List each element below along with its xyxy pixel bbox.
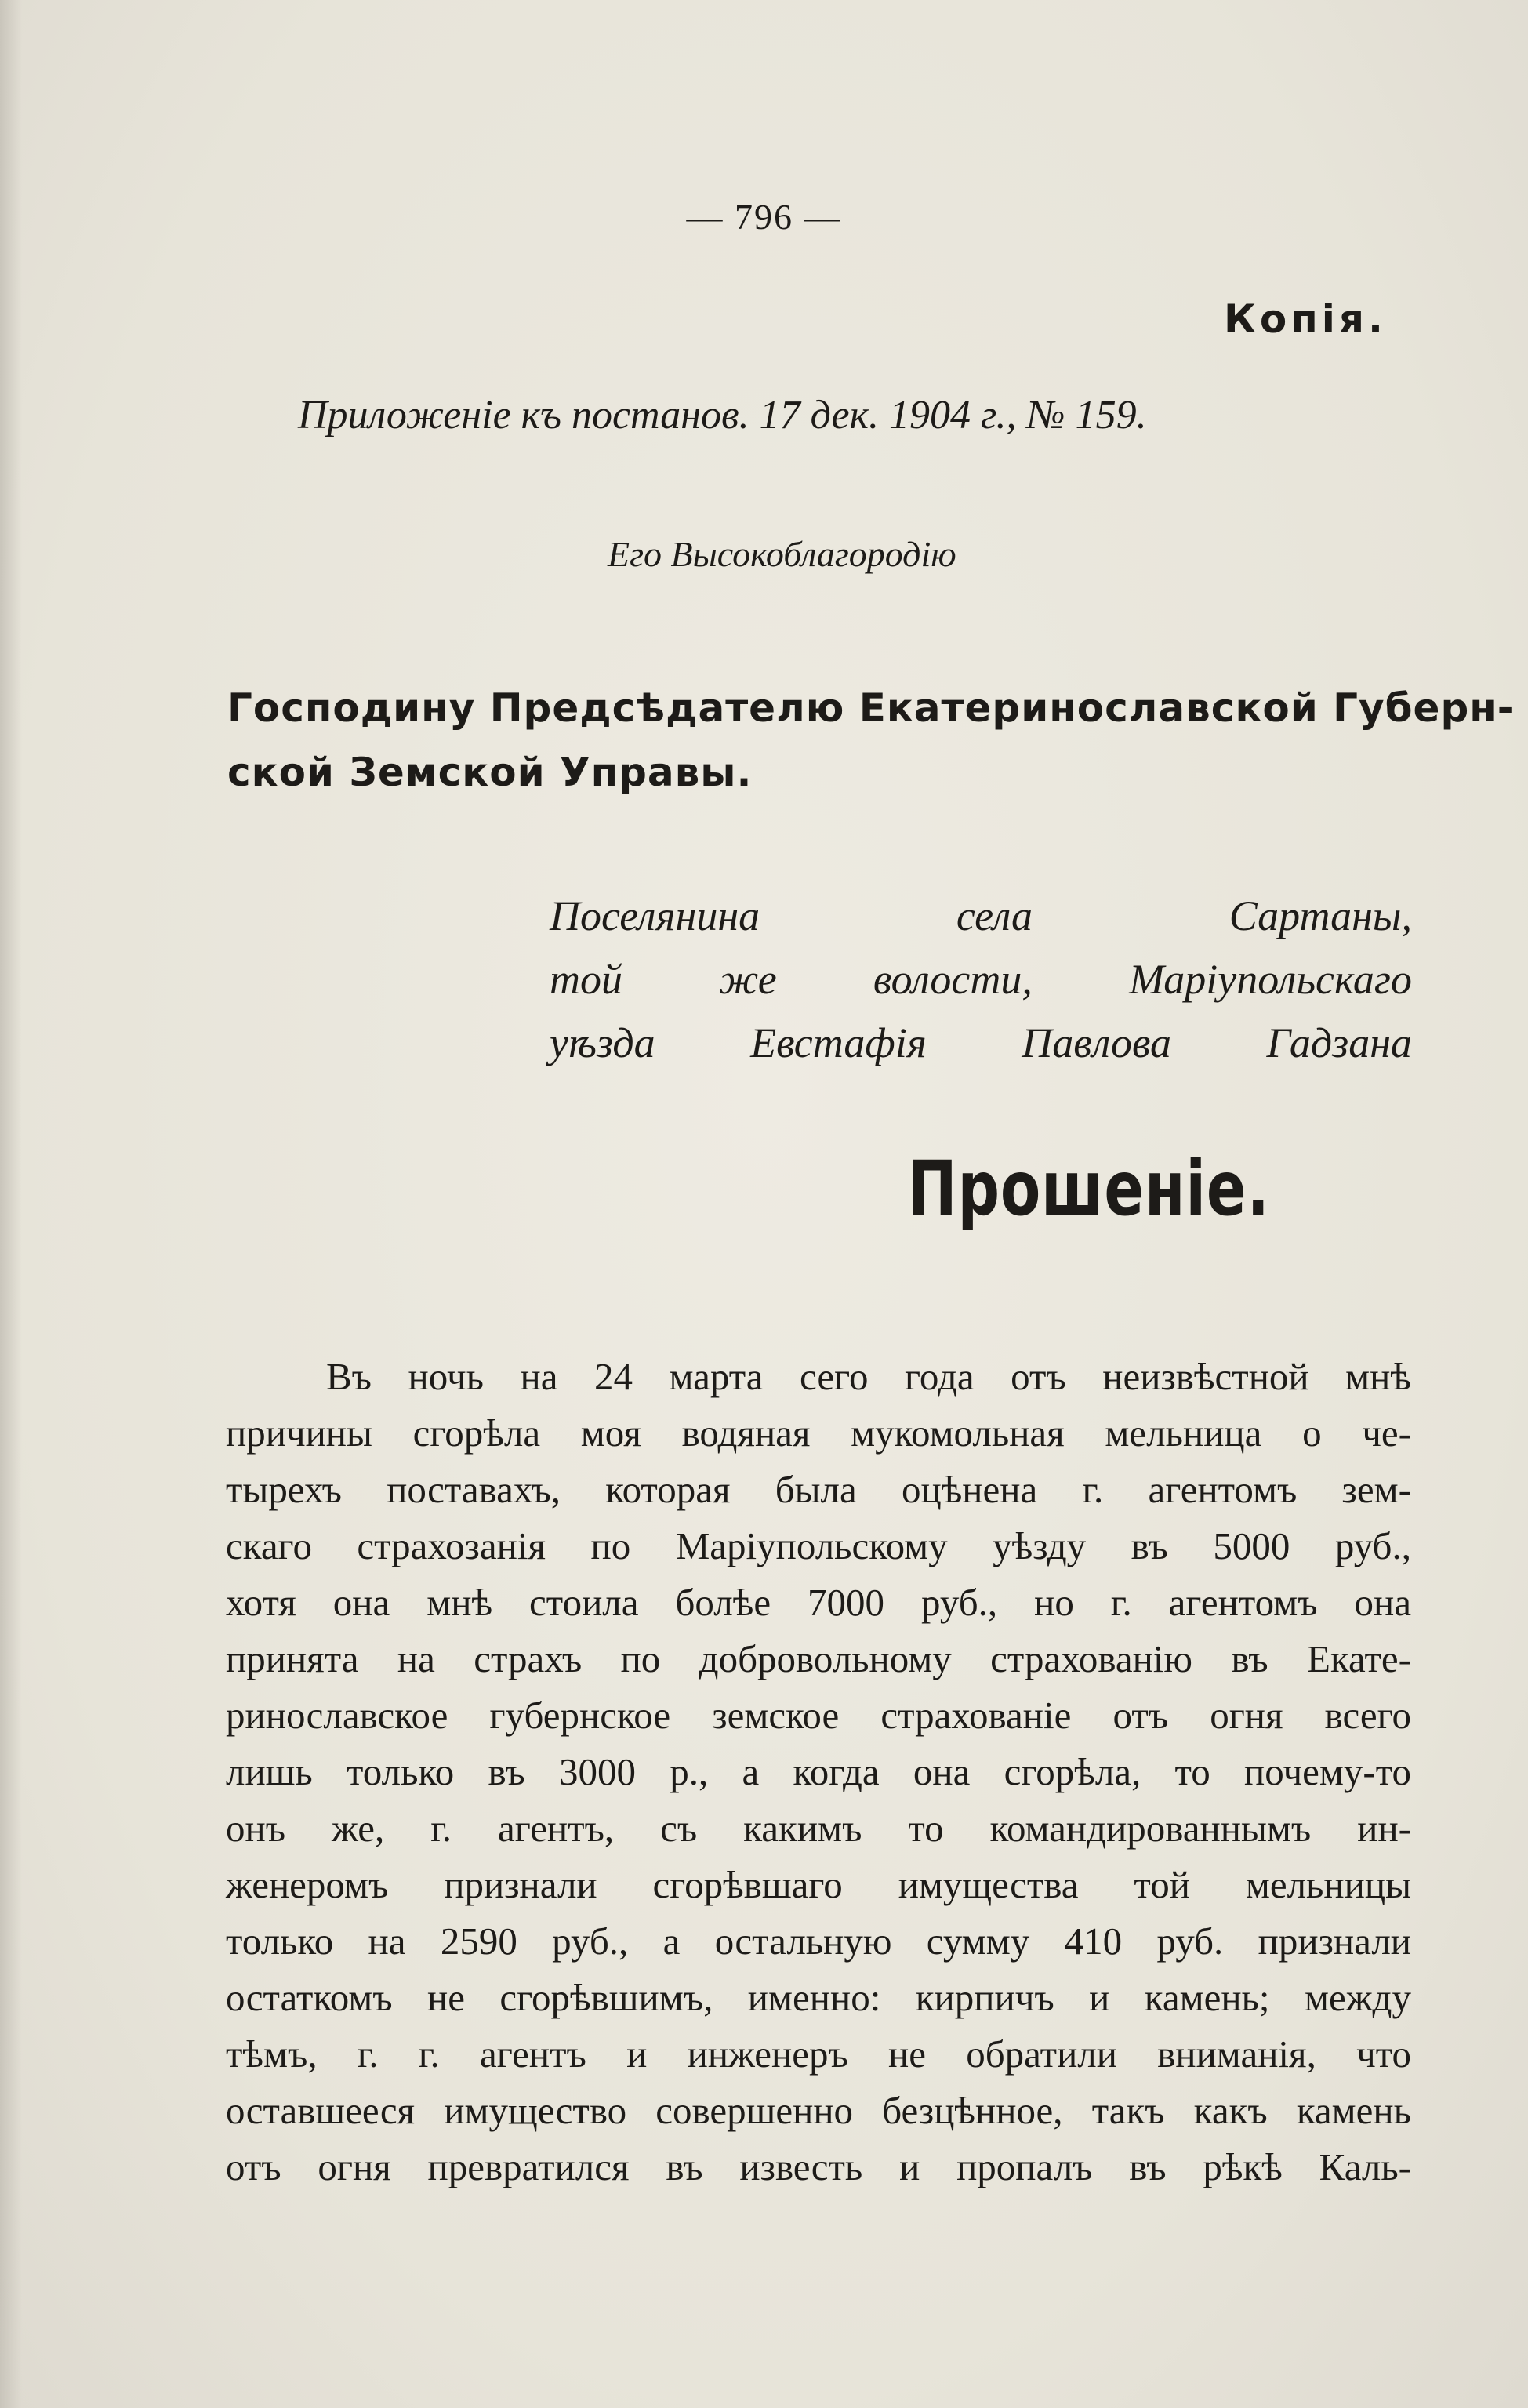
body-line: оставшееся имущество совершенно безцѣнное, такъ какъ камень	[226, 2089, 1411, 2132]
body-line: принята на страхъ по добровольному страхованію въ Екате-	[226, 1637, 1411, 1680]
body-line: остаткомъ не сгорѣвшимъ, именно: кирпичъ и камень; между	[226, 1976, 1411, 2019]
body-line: только на 2590 руб., а остальную сумму 410 руб. признали	[226, 1919, 1411, 1963]
body-line: Въ ночь на 24 марта сего года отъ неизвѣстной мнѣ	[326, 1355, 1411, 1398]
addressee	[227, 676, 1515, 804]
body-line: тырехъ поставахъ, которая была оцѣнена г. агентомъ зем-	[226, 1468, 1411, 1511]
sender-line: уѣзда Евстафія Павлова Гадзана	[550, 1019, 1412, 1066]
body-line: причины сгорѣла моя водяная мукомольная мельница о че-	[226, 1411, 1411, 1455]
body-line: тѣмъ, г. г. агентъ и инженеръ не обратили вниманія, что	[226, 2032, 1411, 2076]
body-line: ринославское губернское земское страхованіе отъ огня всего	[226, 1694, 1411, 1737]
addressee-line: Господину Предсѣдателю Екатеринославской Губерн-	[227, 685, 1515, 731]
sender-line: Поселянина села Сартаны,	[550, 892, 1412, 939]
addressee-line: ской Земской Управы.	[227, 750, 753, 795]
page-edge-shadow	[0, 0, 22, 2408]
appendix-note: Приложеніе къ постанов. 17 дек. 1904 г., № 159.	[298, 393, 1147, 438]
copy-label: Копія.	[1223, 296, 1387, 342]
sender-line: той же волости, Маріупольскаго	[550, 956, 1412, 1003]
body-line: скаго страхозанія по Маріупольскому уѣзду въ 5000 руб.,	[226, 1524, 1411, 1567]
sender-block	[550, 884, 1412, 1075]
body-line: лишь только въ 3000 р., а когда она сгорѣла, то почему-то	[226, 1750, 1411, 1793]
document-title: Прошеніе.	[908, 1145, 1270, 1233]
body-line: онъ же, г. агентъ, съ какимъ то командированнымъ ин-	[226, 1807, 1411, 1850]
body-line: женеромъ признали сгорѣвшаго имущества той мельницы	[226, 1863, 1411, 1906]
body-text	[226, 1349, 1411, 2196]
page-number: — 796 —	[686, 197, 842, 237]
body-line: отъ огня превратился въ известь и пропалъ въ рѣкѣ Каль-	[226, 2145, 1411, 2188]
honorific: Его Высокоблагородію	[608, 534, 956, 574]
body-line: хотя она мнѣ стоила болѣе 7000 руб., но г. агентомъ она	[226, 1581, 1411, 1624]
